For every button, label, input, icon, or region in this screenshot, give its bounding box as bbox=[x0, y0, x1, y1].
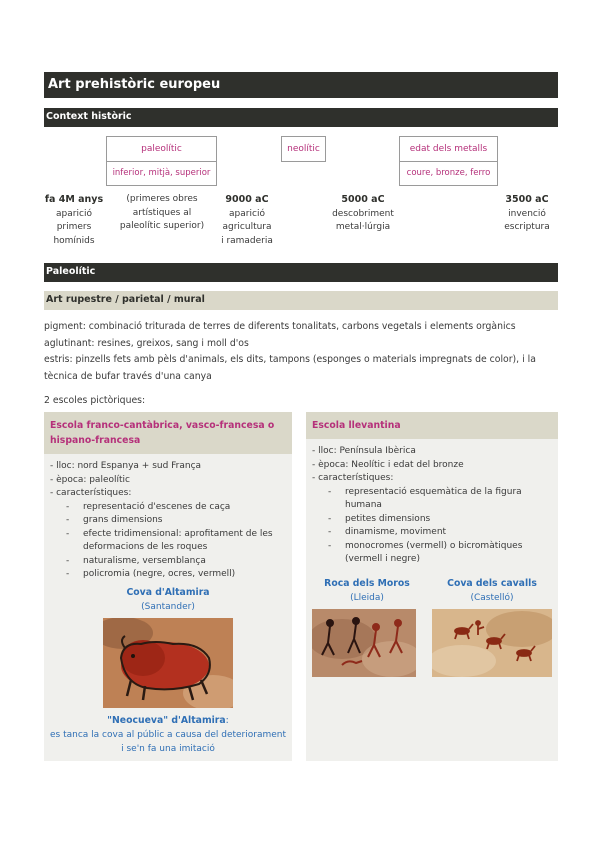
timeline-item bbox=[326, 193, 400, 235]
features-list bbox=[66, 501, 286, 582]
feature-item: - representació d'escenes de caça bbox=[66, 501, 286, 515]
school-body bbox=[44, 454, 292, 762]
school-panel-franco-cantabrian bbox=[44, 412, 292, 761]
page-title: Art prehistòric europeu bbox=[44, 72, 558, 98]
feature-item: - naturalisme, versemblança bbox=[66, 555, 286, 569]
feature-item: - representació esquemàtica de la figura humana bbox=[328, 486, 552, 513]
timeline-line: artístiques al bbox=[132, 207, 192, 218]
note-colon: : bbox=[225, 714, 229, 726]
cave-caption bbox=[50, 586, 286, 614]
feature-item: - dinamisme, moviment bbox=[328, 526, 552, 540]
timeline-date: fa 4M anys bbox=[44, 194, 104, 205]
definitions bbox=[44, 319, 560, 385]
school-title: Escola franco-cantàbrica, vasco-francesa o hispano-francesa bbox=[44, 412, 292, 454]
cave-location: (Castelló) bbox=[470, 592, 514, 603]
feature-item: - efecte tridimensional: aprofitament de les deformacions de les roques bbox=[66, 528, 286, 555]
section-paleolithic-heading: Paleolític bbox=[44, 263, 558, 282]
feature-item: - petites dimensions bbox=[328, 513, 552, 527]
cave-card-cova-dels-cavalls bbox=[432, 577, 552, 677]
timeline-item bbox=[496, 193, 558, 235]
school-era: - època: paleolític bbox=[50, 474, 130, 485]
era-subperiods: inferior, mitjà, superior bbox=[107, 161, 216, 185]
timeline-line: agricultura bbox=[222, 222, 272, 232]
note-title-text: "Neocueva" d'Altamira bbox=[107, 714, 226, 726]
timeline-line: invenció bbox=[508, 208, 546, 219]
neocueva-note bbox=[50, 714, 286, 756]
cave-pair bbox=[312, 577, 552, 677]
timeline-line: (primeres obres bbox=[126, 194, 198, 204]
timeline-line: escriptura bbox=[504, 222, 550, 232]
definition-pigment: pigment: combinació triturada de terres de diferents tonalitats, carbons vegetals i elements orgànics bbox=[44, 321, 516, 332]
timeline-line: aparició bbox=[229, 208, 265, 219]
era-box-paleolithic bbox=[106, 136, 217, 186]
school-title: Escola llevantina bbox=[306, 412, 558, 439]
school-features-label: - característiques: bbox=[312, 473, 394, 483]
cova-dels-cavalls-image bbox=[432, 609, 552, 677]
altamira-bison-image bbox=[103, 618, 233, 708]
cave-name: Cova d'Altamira bbox=[126, 586, 210, 598]
feature-item: - monocromes (vermell) o bicromàtiques (vermell i negre) bbox=[328, 540, 552, 567]
timeline-item bbox=[214, 193, 280, 248]
note-text: es tanca la cova al públic a causa del deteriorament i se'n fa una imitació bbox=[50, 729, 287, 754]
school-features-label: - característiques: bbox=[50, 488, 132, 498]
school-panel-levantine bbox=[306, 412, 558, 761]
schools-intro: 2 escoles pictòriques: bbox=[44, 395, 146, 406]
timeline-date: 9000 aC bbox=[225, 194, 269, 205]
timeline-date: 3500 aC bbox=[505, 194, 549, 205]
feature-item: - grans dimensions bbox=[66, 514, 286, 528]
timeline-line: metal·lúrgia bbox=[335, 222, 391, 232]
school-era: - època: Neolític i edat del bronze bbox=[312, 459, 464, 470]
era-subperiods: coure, bronze, ferro bbox=[400, 161, 497, 185]
timeline-line: i ramaderia bbox=[221, 235, 273, 246]
school-body bbox=[306, 439, 558, 683]
section-context-heading: Context històric bbox=[44, 108, 558, 127]
cave-name: Roca dels Moros bbox=[324, 577, 410, 589]
era-box-neolithic bbox=[281, 136, 326, 162]
era-name: neolític bbox=[287, 144, 320, 154]
cave-location: (Santander) bbox=[141, 601, 195, 612]
timeline-date: 5000 aC bbox=[341, 194, 385, 205]
timeline-item bbox=[40, 193, 108, 248]
timeline-line: aparició bbox=[56, 208, 92, 219]
timeline-line: homínids bbox=[53, 235, 95, 246]
cave-location: (Lleida) bbox=[350, 592, 384, 603]
school-place: - lloc: nord Espanya + sud França bbox=[50, 461, 202, 471]
timeline-item bbox=[108, 193, 216, 234]
definition-binder: aglutinant: resines, greixos, sang i moll d'os bbox=[44, 337, 249, 349]
features-list bbox=[328, 486, 552, 567]
era-box-metals bbox=[399, 136, 498, 186]
cave-name: Cova dels cavalls bbox=[447, 577, 537, 589]
cave-card-roca-dels-moros bbox=[312, 577, 422, 677]
timeline-line: primers bbox=[56, 222, 92, 232]
roca-dels-moros-image bbox=[312, 609, 416, 677]
feature-item: - policromia (negre, ocres, vermell) bbox=[66, 568, 286, 582]
school-place: - lloc: Península Ibèrica bbox=[312, 446, 416, 456]
neocueva-title bbox=[50, 714, 286, 728]
era-name: edat dels metalls bbox=[409, 144, 488, 154]
era-name: paleolític bbox=[141, 144, 182, 154]
subsection-rock-art-heading: Art rupestre / parietal / mural bbox=[44, 291, 558, 310]
timeline-line: descobriment bbox=[332, 208, 394, 219]
definition-tools: estris: pinzells fets amb pèls d'animals, els dits, tampons (esponges o materials impregnats de color), i la tècnica de bufar través d'una canya bbox=[44, 354, 536, 382]
timeline-line: paleolític superior) bbox=[119, 221, 205, 231]
